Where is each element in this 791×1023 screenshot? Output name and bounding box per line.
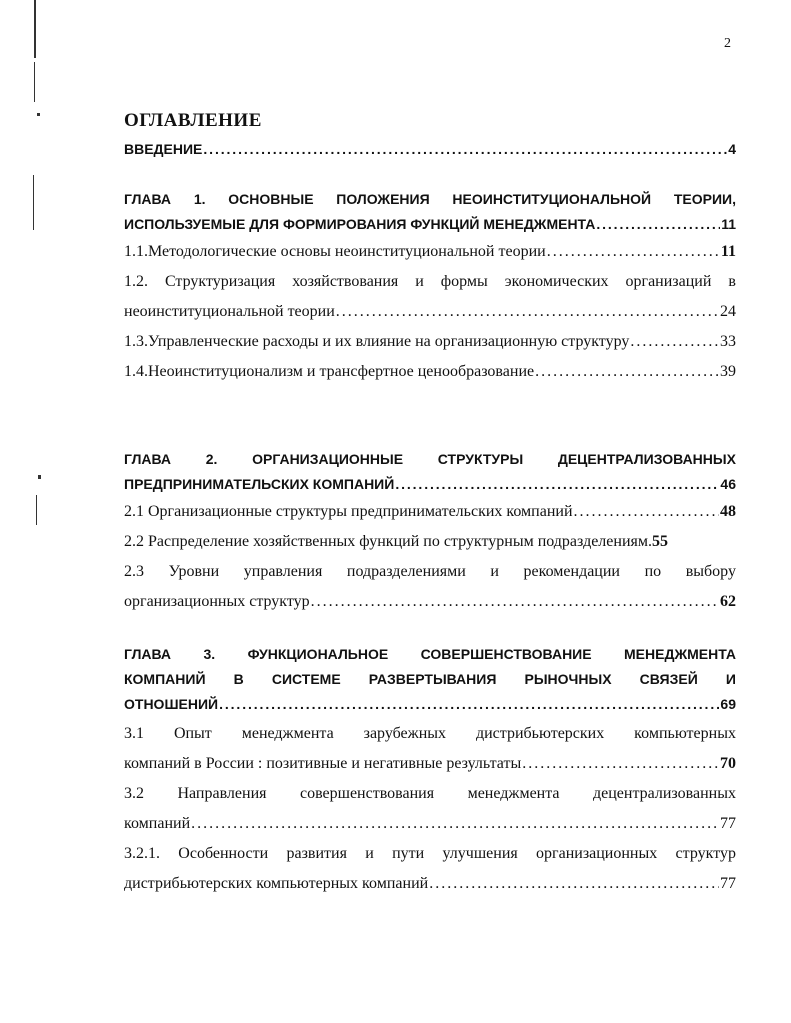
leader-dots: [547, 243, 720, 261]
scan-margin-dot: [37, 113, 40, 116]
word: 3.2.1.: [124, 845, 160, 862]
word: 3.: [203, 646, 216, 662]
toc-chapter-2-line-2[interactable]: [124, 476, 736, 498]
word: Особенности: [178, 845, 269, 862]
word: СТРУКТУРЫ: [437, 451, 524, 467]
word: ОСНОВНЫЕ: [228, 191, 314, 207]
entry-title: 1.3.Управленческие расходы и их влияние на организационную структуру: [124, 333, 630, 350]
entry-title: компаний в России : позитивные и негативные результаты: [124, 755, 522, 772]
word: улучшения: [442, 845, 518, 862]
word: ГЛАВА: [124, 191, 172, 207]
word: и: [415, 273, 424, 290]
toc-section-3-1-line-1[interactable]: [124, 725, 736, 747]
page-ref: 70: [720, 755, 736, 772]
toc-section-1-1[interactable]: [124, 243, 736, 265]
toc-section-3-2-1-line-2[interactable]: [124, 875, 736, 897]
page-ref: 48: [720, 503, 736, 520]
toc-title: ОГЛАВЛЕНИЕ: [124, 110, 262, 131]
toc-chapter-2-line-1[interactable]: [124, 451, 736, 473]
toc-section-3-2-line-2[interactable]: [124, 815, 736, 837]
toc-section-2-3-line-1[interactable]: [124, 563, 736, 585]
word: зарубежных: [363, 725, 447, 742]
entry-title: 1.1.Методологические основы неоинституциональной теории: [124, 243, 546, 260]
word: и: [490, 563, 499, 580]
word: В: [233, 671, 244, 687]
toc-section-1-2-line-2[interactable]: [124, 303, 736, 325]
toc-chapter-3-line-2[interactable]: [124, 671, 736, 693]
page-ref: 39: [720, 363, 736, 380]
scan-margin-line: [34, 62, 35, 102]
leader-dots: [203, 141, 727, 157]
word: экономических: [504, 273, 609, 290]
word: ГЛАВА: [124, 646, 172, 662]
entry-title: ИСПОЛЬЗУЕМЫЕ ДЛЯ ФОРМИРОВАНИЯ ФУНКЦИЙ МЕНЕДЖМЕНТА: [124, 216, 596, 232]
toc-section-1-2-line-1[interactable]: [124, 273, 736, 295]
word: развития: [286, 845, 347, 862]
entry-title: 2.2 Распределение хозяйственных функций по структурным подразделениям.: [124, 533, 652, 550]
word: пути: [392, 845, 425, 862]
word: 1.2.: [124, 273, 148, 290]
scan-margin-line: [33, 175, 34, 230]
entry-title: ПРЕДПРИНИМАТЕЛЬСКИХ КОМПАНИЙ: [124, 476, 395, 492]
word: 3.1: [124, 725, 144, 742]
word: КОМПАНИЙ: [124, 671, 206, 687]
leader-dots: [596, 216, 720, 232]
toc-section-2-1[interactable]: [124, 503, 736, 525]
word: НЕОИНСТИТУЦИОНАЛЬНОЙ: [452, 191, 652, 207]
word: РЫНОЧНЫХ: [524, 671, 612, 687]
page-ref: 11: [721, 216, 736, 232]
entry-title: ВВЕДЕНИЕ: [124, 141, 203, 157]
word: подразделениями: [346, 563, 466, 580]
page-ref: 24: [720, 303, 736, 320]
entry-title: ОТНОШЕНИЙ: [124, 696, 219, 712]
leader-dots: [574, 503, 719, 521]
word: Уровни: [168, 563, 220, 580]
toc-section-3-1-line-2[interactable]: [124, 755, 736, 777]
word: 1.: [193, 191, 206, 207]
entry-title: компаний: [124, 815, 191, 832]
word: рекомендации: [523, 563, 620, 580]
word: МЕНЕДЖМЕНТА: [624, 646, 736, 662]
toc-section-1-3[interactable]: [124, 333, 736, 355]
word: И: [725, 671, 736, 687]
leader-dots: [336, 303, 719, 321]
word: децентрализованных: [592, 785, 736, 802]
toc-section-3-2-line-1[interactable]: [124, 785, 736, 807]
word: 2.: [205, 451, 218, 467]
page-ref: 4: [728, 141, 736, 157]
page-ref: 77: [720, 875, 736, 892]
leader-dots: [535, 363, 719, 381]
entry-title: неоинституциональной теории: [124, 303, 335, 320]
page-ref: 11: [720, 243, 736, 260]
leader-dots: [395, 476, 719, 492]
leader-dots: [191, 815, 719, 833]
word: ТЕОРИИ,: [673, 191, 736, 207]
word: хозяйствования: [292, 273, 399, 290]
word: по: [644, 563, 662, 580]
word: СВЯЗЕЙ: [639, 671, 698, 687]
entry-title: дистрибьютерских компьютерных компаний: [124, 875, 429, 892]
word: 2.3: [124, 563, 144, 580]
word: менеджмента: [241, 725, 334, 742]
page-ref: 69: [720, 696, 736, 712]
scan-margin-dot: [38, 475, 41, 479]
leader-dots: [630, 333, 719, 351]
page-number: 2: [724, 36, 731, 51]
toc-section-3-2-1-line-1[interactable]: [124, 845, 736, 867]
page-ref: 62: [720, 593, 736, 610]
word: формы: [440, 273, 488, 290]
toc-chapter-3-line-3[interactable]: [124, 696, 736, 718]
word: СОВЕРШЕНСТВОВАНИЕ: [420, 646, 592, 662]
word: ДЕЦЕНТРАЛИЗОВАННЫХ: [557, 451, 736, 467]
toc-section-2-2[interactable]: [124, 533, 736, 555]
page-ref: 46: [720, 476, 736, 492]
toc-chapter-1-line-2[interactable]: [124, 216, 736, 238]
word: в: [728, 273, 736, 290]
word: Опыт: [173, 725, 212, 742]
entry-title: организационных структур: [124, 593, 310, 610]
toc-section-2-3-line-2[interactable]: [124, 593, 736, 615]
word: Направления: [177, 785, 267, 802]
page-ref: 55: [652, 533, 668, 550]
entry-title: 1.4.Неоинституционализм и трансфертное ценообразование: [124, 363, 535, 380]
word: дистрибьютерских: [475, 725, 605, 742]
word: управления: [243, 563, 323, 580]
word: СИСТЕМЕ: [271, 671, 341, 687]
leader-dots: [522, 755, 719, 773]
page-ref: 77: [720, 815, 736, 832]
leader-dots: [429, 875, 719, 893]
entry-title: 2.1 Организационные структуры предпринимательских компаний: [124, 503, 573, 520]
scan-margin-line: [36, 495, 37, 525]
leader-dots: [219, 696, 719, 712]
word: Структуризация: [164, 273, 276, 290]
word: ПОЛОЖЕНИЯ: [336, 191, 430, 207]
toc-chapter-1-line-1[interactable]: [124, 191, 736, 213]
leader-dots: [311, 593, 719, 611]
word: РАЗВЕРТЫВАНИЯ: [368, 671, 497, 687]
scan-margin-line: [34, 0, 36, 58]
word: совершенствования: [299, 785, 435, 802]
page-ref: 33: [720, 333, 736, 350]
word: ГЛАВА: [124, 451, 172, 467]
toc-section-1-4[interactable]: [124, 363, 736, 385]
word: компьютерных: [634, 725, 736, 742]
word: менеджмента: [467, 785, 560, 802]
toc-chapter-3-line-1[interactable]: [124, 646, 736, 668]
toc-entry-introduction[interactable]: [124, 141, 736, 163]
word: ФУНКЦИОНАЛЬНОЕ: [247, 646, 389, 662]
word: выбору: [685, 563, 736, 580]
word: структур: [675, 845, 736, 862]
word: ОРГАНИЗАЦИОННЫЕ: [252, 451, 404, 467]
word: 3.2: [124, 785, 144, 802]
word: организационных: [536, 845, 658, 862]
word: и: [365, 845, 374, 862]
word: организаций: [625, 273, 712, 290]
